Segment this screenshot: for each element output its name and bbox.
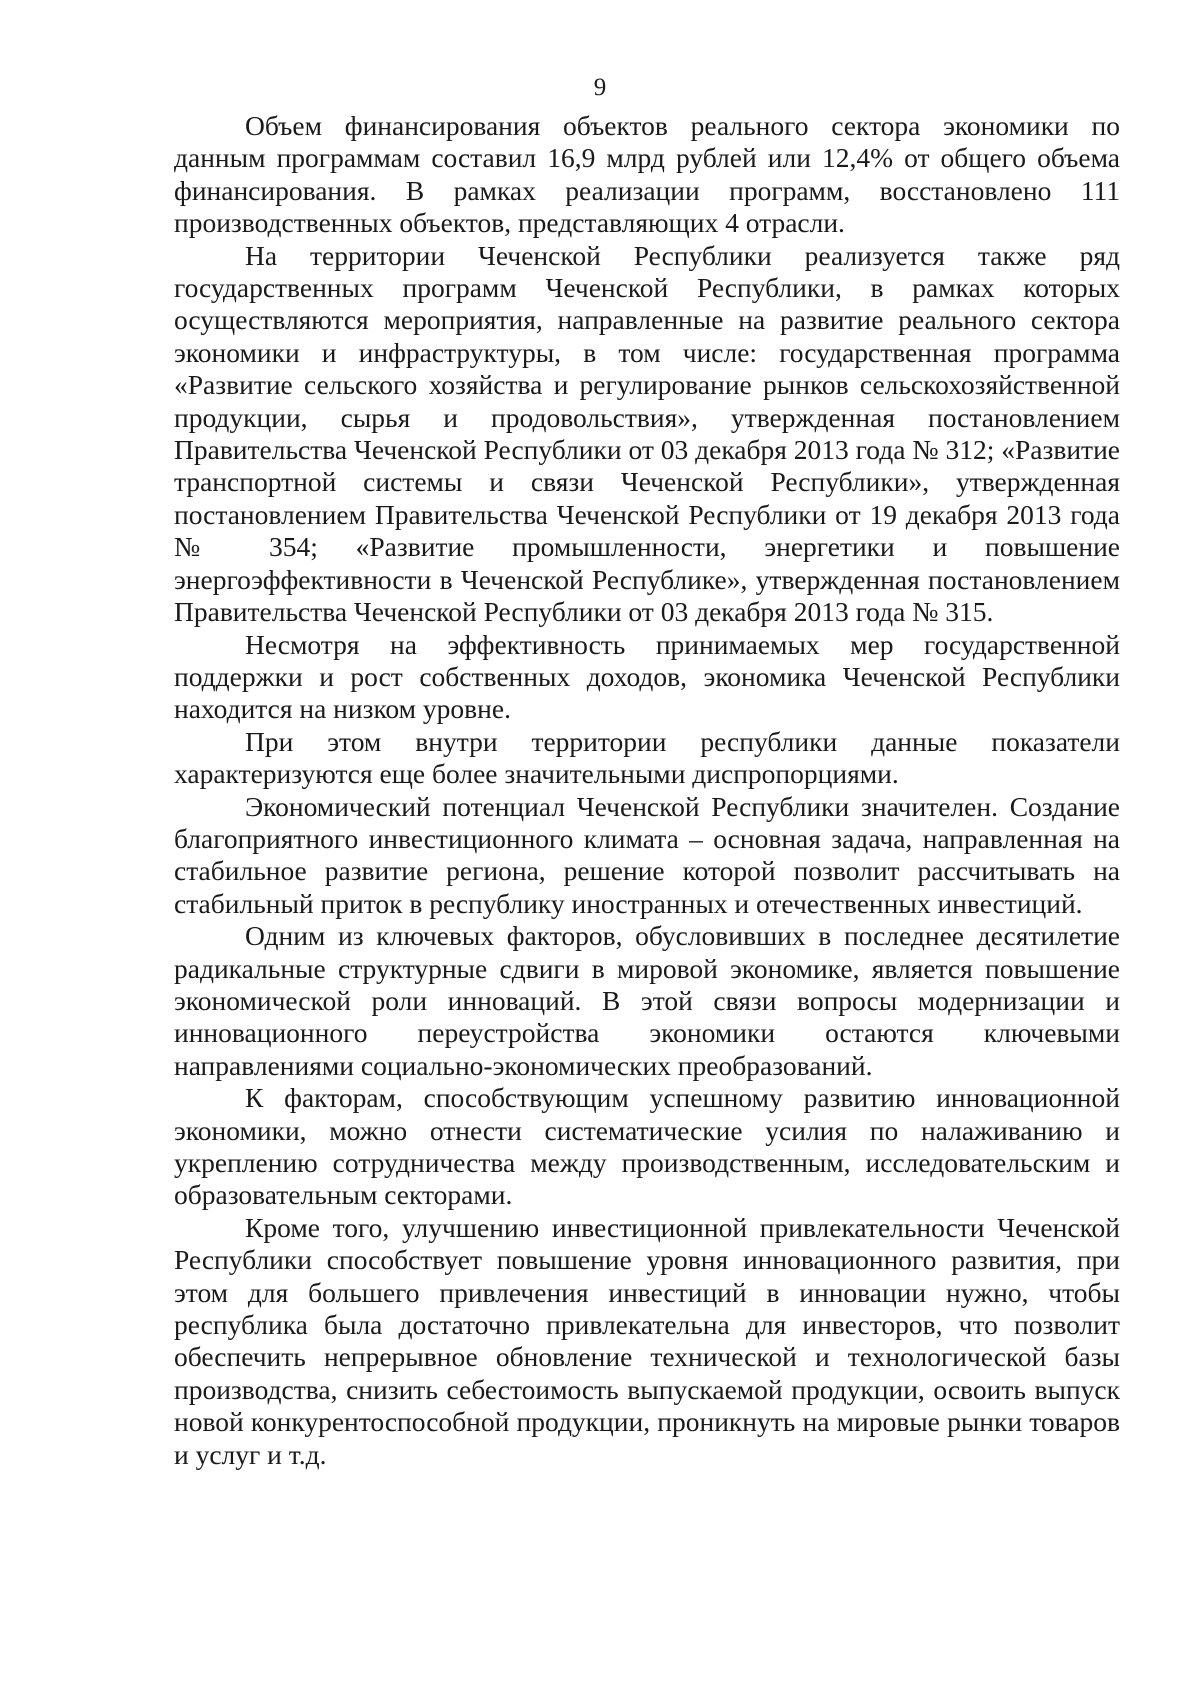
- paragraph-disproportions: При этом внутри территории республики данные показатели характеризуются еще более значительными диспропорциями.: [174, 725, 1120, 790]
- document-body: [174, 110, 1120, 1471]
- paragraph-economy-level: Несмотря на эффективность принимаемых мер государственной поддержки и рост собственных доходов, экономика Чеченской Республики находится на низком уровне.: [174, 628, 1120, 725]
- paragraph-economic-potential: Экономический потенциал Чеченской Республики значителен. Создание благоприятного инвестиционного климата – основная задача, направленная на стабильное развитие региона, решение которой позволит рассчитывать на стабильный приток в республику иностранных и отечественных инвестиций.: [174, 790, 1120, 919]
- page-number: 9: [593, 74, 607, 101]
- paragraph-financing-volume: Объем финансирования объектов реального сектора экономики по данным программам составил 16,9 млрд рублей или 12,4% от общего объема финансирования. В рамках реализации программ, восстановлено 111 производственных объектов, представляющих 4 отрасли.: [174, 110, 1120, 239]
- paragraph-state-programs: На территории Чеченской Республики реализуется также ряд государственных программ Чеченской Республики, в рамках которых осуществляются мероприятия, направленные на развитие реального сектора экономики и инфраструктуры, в том числе: государственная программа «Развитие сельского хозяйства и регулирование рынков сельскохозяйственной продукции, сырья и продовольствия», утвержденная постановлением Правительства Чеченской Республики от 03 декабря 2013 года № 312; «Развитие транспортной системы и связи Чеченской Республики», утвержденная постановлением Правительства Чеченской Республики от 19 декабря 2013 года № 354; «Развитие промышленности, энергетики и повышение энергоэффективности в Чеченской Республике», утвержденная постановлением Правительства Чеченской Республики от 03 декабря 2013 года № 315.: [174, 239, 1120, 628]
- paragraph-innovation-role: Одним из ключевых факторов, обусловивших в последнее десятилетие радикальные структурные сдвиги в мировой экономике, является повышение экономической роли инноваций. В этой связи вопросы модернизации и инновационного переустройства экономики остаются ключевыми направлениями социально-экономических преобразований.: [174, 920, 1120, 1081]
- paragraph-investment-attractiveness: Кроме того, улучшению инвестиционной привлекательности Чеченской Республики способствует повышение уровня инновационного развития, при этом для большего привлечения инвестиций в инновации нужно, чтобы республика была достаточно привлекательна для инвесторов, что позволит обеспечить непрерывное обновление технической и технологической базы производства, снизить себестоимость выпускаемой продукции, освоить выпуск новой конкурентоспособной продукции, проникнуть на мировые рынки товаров и услуг и т.д.: [174, 1211, 1120, 1470]
- paragraph-innovation-factors: К факторам, способствующим успешному развитию инновационной экономики, можно отнести систематические усилия по налаживанию и укреплению сотрудничества между производственным, исследовательским и образовательным секторами.: [174, 1082, 1120, 1211]
